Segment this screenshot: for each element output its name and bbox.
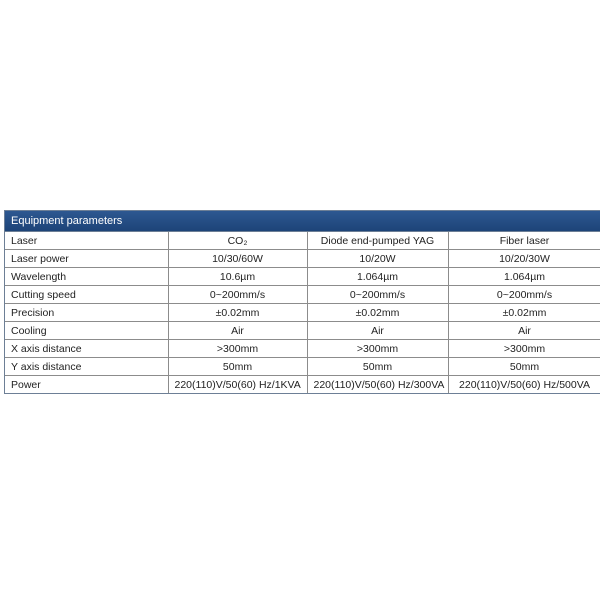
cell-co2: ±0.02mm bbox=[168, 304, 307, 322]
row-label: Power bbox=[5, 376, 168, 394]
cell-co2: 0~200mm/s bbox=[168, 286, 307, 304]
table-title: Equipment parameters bbox=[5, 211, 600, 232]
cell-yag: 1.064µm bbox=[307, 268, 448, 286]
cell-fiber: 10/20/30W bbox=[448, 250, 600, 268]
cell-fiber: Air bbox=[448, 322, 600, 340]
row-label: Cooling bbox=[5, 322, 168, 340]
cell-yag: 50mm bbox=[307, 358, 448, 376]
cell-co2: CO₂ bbox=[168, 232, 307, 250]
cell-yag: Diode end-pumped YAG bbox=[307, 232, 448, 250]
row-label: Cutting speed bbox=[5, 286, 168, 304]
cell-fiber: 50mm bbox=[448, 358, 600, 376]
equipment-parameters-table bbox=[4, 210, 600, 394]
row-label: X axis distance bbox=[5, 340, 168, 358]
cell-fiber: 220(110)V/50(60) Hz/500VA bbox=[448, 376, 600, 394]
cell-co2: >300mm bbox=[168, 340, 307, 358]
cell-fiber: 0~200mm/s bbox=[448, 286, 600, 304]
table-row bbox=[5, 304, 600, 322]
table-row bbox=[5, 376, 600, 394]
table-row bbox=[5, 322, 600, 340]
parameters-body bbox=[5, 232, 600, 393]
cell-yag: Air bbox=[307, 322, 448, 340]
row-label: Wavelength bbox=[5, 268, 168, 286]
cell-fiber: >300mm bbox=[448, 340, 600, 358]
table-row bbox=[5, 286, 600, 304]
cell-fiber: ±0.02mm bbox=[448, 304, 600, 322]
table-row bbox=[5, 268, 600, 286]
cell-fiber: Fiber laser bbox=[448, 232, 600, 250]
parameters-grid bbox=[5, 232, 600, 393]
cell-co2: 50mm bbox=[168, 358, 307, 376]
cell-yag: 10/20W bbox=[307, 250, 448, 268]
cell-co2: Air bbox=[168, 322, 307, 340]
row-label: Y axis distance bbox=[5, 358, 168, 376]
cell-yag: 220(110)V/50(60) Hz/300VA bbox=[307, 376, 448, 394]
cell-fiber: 1.064µm bbox=[448, 268, 600, 286]
cell-co2: 10.6µm bbox=[168, 268, 307, 286]
row-label: Precision bbox=[5, 304, 168, 322]
table-row bbox=[5, 232, 600, 250]
cell-co2: 10/30/60W bbox=[168, 250, 307, 268]
table-row bbox=[5, 340, 600, 358]
cell-yag: >300mm bbox=[307, 340, 448, 358]
cell-co2: 220(110)V/50(60) Hz/1KVA bbox=[168, 376, 307, 394]
cell-yag: ±0.02mm bbox=[307, 304, 448, 322]
cell-yag: 0~200mm/s bbox=[307, 286, 448, 304]
row-label: Laser bbox=[5, 232, 168, 250]
table-row bbox=[5, 250, 600, 268]
table-row bbox=[5, 358, 600, 376]
row-label: Laser power bbox=[5, 250, 168, 268]
